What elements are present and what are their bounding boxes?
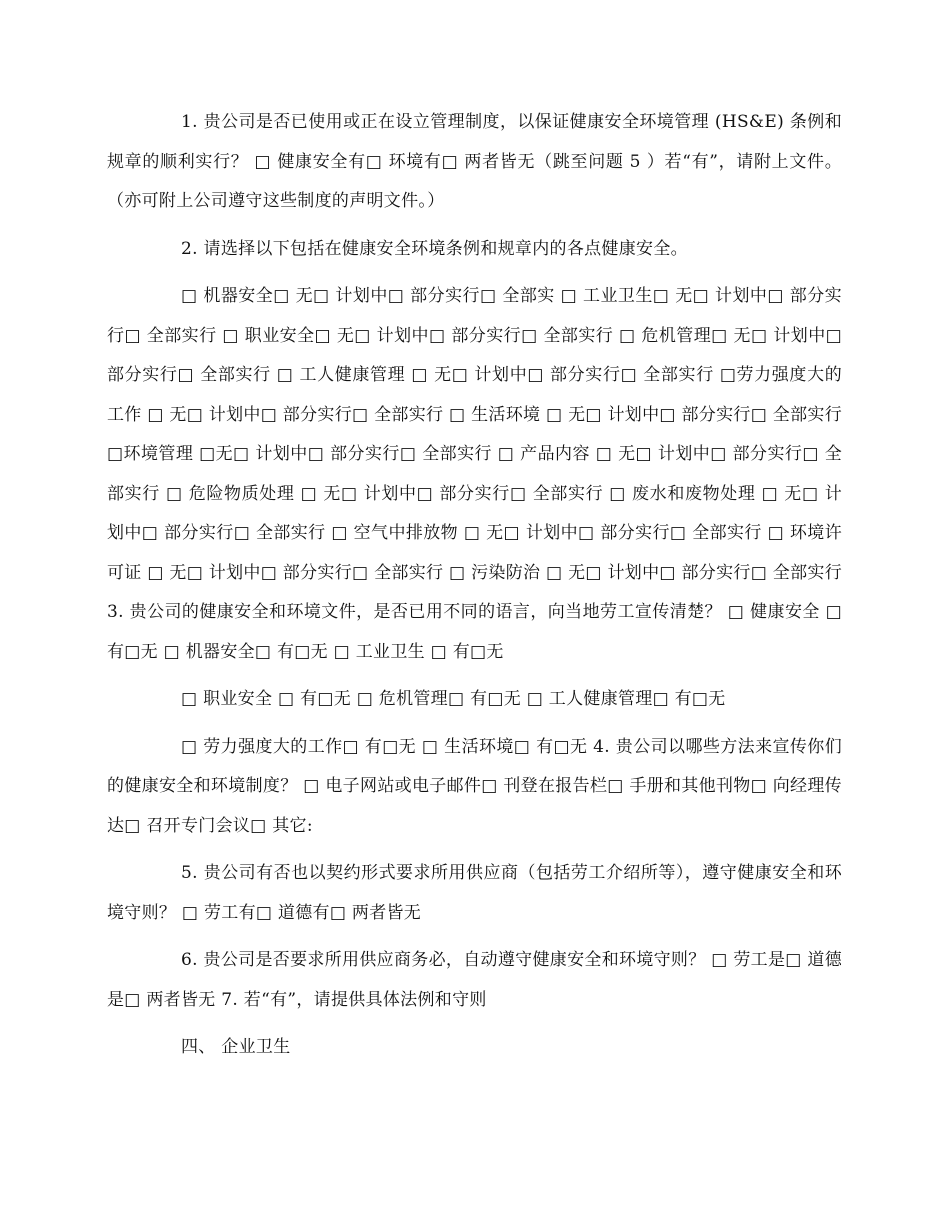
checklist-continued-paragraph: □ 职业安全 □ 有□无 □ 危机管理□ 有□无 □ 工人健康管理□ 有□无 (181, 689, 726, 709)
question-4-paragraph: □ 劳力强度大的工作□ 有□无 □ 生活环境□ 有□无 4. 贵公司以哪些方法来宣传你们的健康安全和环境制度？ □ 电子网站或电子邮件□ 刊登在报告栏□ 手册和其他刊物□ 向经理传达□ 召开专门会议□ 其它: (107, 736, 842, 836)
section-heading: 四、 企业卫生 (181, 1037, 291, 1057)
question-6-paragraph: 6. 贵公司是否要求所用供应商务必，自动遵守健康安全和环境守则？ □ 劳工是□ 道德是□ 两者皆无 7. 若“有”，请提供具体法例和守则 (107, 950, 842, 1010)
checklist-paragraph: □ 机器安全□ 无□ 计划中□ 部分实行□ 全部实 □ 工业卫生□ 无□ 计划中□ 部分实行□ 全部实行 □ 职业安全□ 无□ 计划中□ 部分实行□ 全部实行 □ 危机管理□ 无□ 计划中□ 部分实行□ 全部实行 □ 工人健康管理 □ 无□ 计划中□ 部分实行□ 全部实行 □劳力强度大的工作 □ 无□ 计划中□ 部分实行□ 全部实行 □ 生活环境 □ 无□ 计划中□ 部分实行□ 全部实行 □环境管理 □无□ 计划中□ 部分实行□ 全部实行 □ 产品内容 □ 无□ 计划中□ 部分实行□ 全部实行 □ 危险物质处理 □ 无□ 计划中□ 部分实行□ 全部实行 □ 废水和废物处理 □ 无□ 计划中□ 部分实行□ 全部实行 □ 空气中排放物 □ 无□ 计划中□ 部分实行□ 全部实行 □ 环境许可证 □ 无□ 计划中□ 部分实行□ 全部实行 □ 污染防治 □ 无□ 计划中□ 部分实行□ 全部实行 3. 贵公司的健康安全和环境文件，是否已用不同的语言，向当地劳工宣传清楚？ □ 健康安全 □ 有□无 □ 机器安全□ 有□无 □ 工业卫生 □ 有□无 (107, 286, 842, 662)
document-body (107, 103, 842, 1076)
question-1-paragraph: 1. 贵公司是否已使用或正在设立管理制度，以保证健康安全环境管理 (HS&E) 条例和规章的顺利实行？ □ 健康安全有□ 环境有□ 两者皆无（跳至问题 5 ）若“有”，请附上文件。（亦可附上公司遵守这些制度的声明文件。） (107, 112, 842, 211)
question-2-paragraph: 2. 请选择以下包括在健康安全环境条例和规章内的各点健康安全。 (181, 238, 688, 259)
question-5-paragraph: 5. 贵公司有否也以契约形式要求所用供应商（包括劳工介绍所等），遵守健康安全和环境守则？ □ 劳工有□ 道德有□ 两者皆无 (107, 863, 842, 923)
